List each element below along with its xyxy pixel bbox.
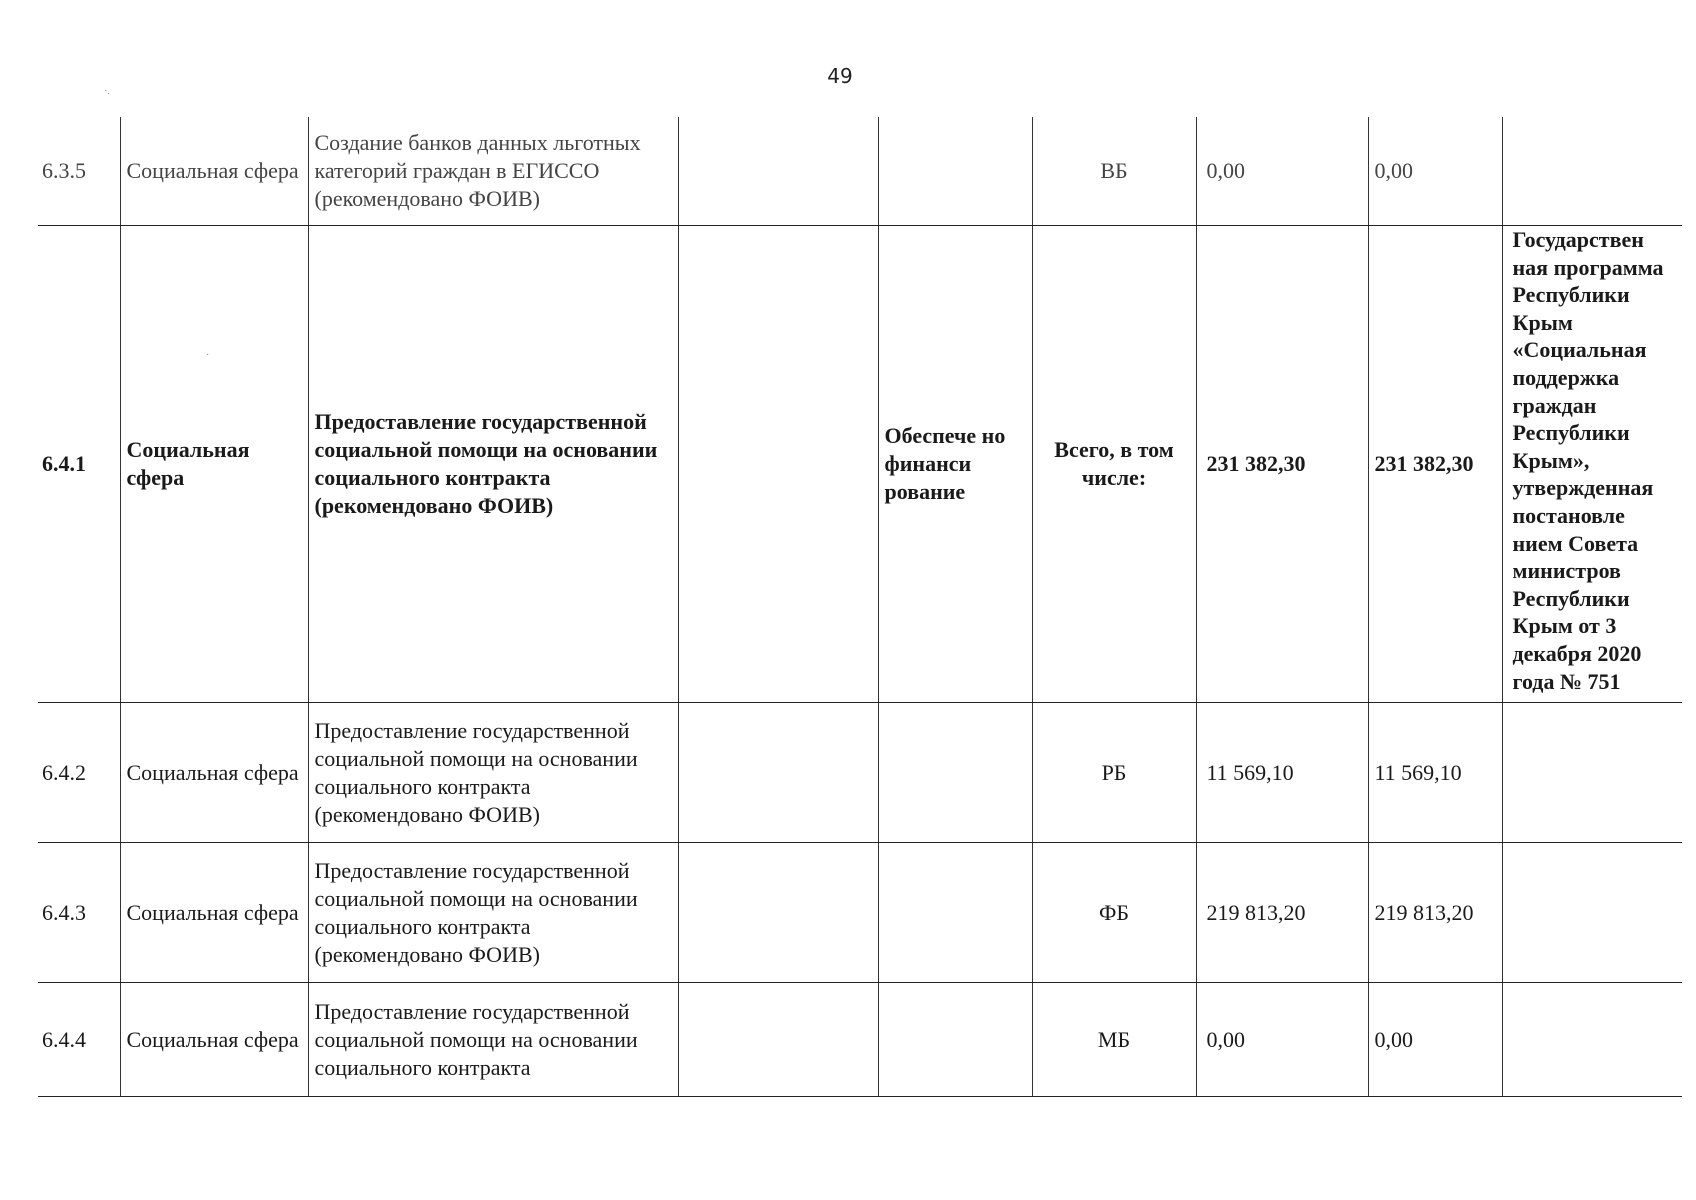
table-row [38, 843, 1682, 983]
type-cell: Обеспече но финанси рование [878, 226, 1032, 703]
note-cell [1502, 983, 1682, 1097]
amount-cell-1: 219 813,20 [1196, 843, 1368, 983]
measure-cell: Создание банков данных льготных категорий граждан в ЕГИССО (рекомендовано ФОИВ) [308, 117, 678, 226]
measure-cell: Предоставление государственной социальной помощи на основании социального контракта (рекомендовано ФОИВ) [308, 703, 678, 843]
row-number: 6.4.3 [38, 843, 120, 983]
sphere-cell: Социальная сфера [120, 843, 308, 983]
amount-cell-1: 11 569,10 [1196, 703, 1368, 843]
scan-speck: ·. [104, 86, 110, 97]
amount-cell-1: 231 382,30 [1196, 226, 1368, 703]
page-number: 49 [827, 64, 853, 88]
empty-cell [678, 703, 878, 843]
row-number: 6.3.5 [38, 117, 120, 226]
amount-cell-2: 0,00 [1368, 983, 1502, 1097]
sphere-cell: Социальная сфера [120, 983, 308, 1097]
type-cell [878, 117, 1032, 226]
note-cell [1502, 117, 1682, 226]
table-row [38, 703, 1682, 843]
amount-cell-1: 0,00 [1196, 983, 1368, 1097]
empty-cell [678, 843, 878, 983]
measure-cell: Предоставление государственной социальной помощи на основании социального контракта [308, 983, 678, 1097]
type-cell [878, 983, 1032, 1097]
funding-source-cell: ФБ [1032, 843, 1196, 983]
empty-cell [678, 226, 878, 703]
funding-source-cell: Всего, в том числе: [1032, 226, 1196, 703]
funding-source-cell: ВБ [1032, 117, 1196, 226]
empty-cell [678, 983, 878, 1097]
amount-cell-2: 0,00 [1368, 117, 1502, 226]
row-number: 6.4.2 [38, 703, 120, 843]
measures-table [38, 117, 1682, 1097]
amount-cell-2: 231 382,30 [1368, 226, 1502, 703]
type-cell [878, 843, 1032, 983]
row-number: 6.4.4 [38, 983, 120, 1097]
table-row [38, 226, 1682, 703]
scan-speck: · [206, 350, 210, 361]
sphere-cell: Социальная сфера [120, 226, 308, 703]
table-row [38, 983, 1682, 1097]
table-row [38, 117, 1682, 226]
note-cell [1502, 843, 1682, 983]
note-cell: Государствен ная программа Республики Крым «Социальная поддержка граждан Республики Крым», утвержденная постановле нием Совета министров Республики Крым от 3 декабря 2020 года № 751 [1502, 226, 1682, 703]
note-cell [1502, 703, 1682, 843]
amount-cell-2: 219 813,20 [1368, 843, 1502, 983]
funding-source-cell: МБ [1032, 983, 1196, 1097]
amount-cell-2: 11 569,10 [1368, 703, 1502, 843]
measure-cell: Предоставление государственной социальной помощи на основании социального контракта (рекомендовано ФОИВ) [308, 226, 678, 703]
measure-cell: Предоставление государственной социальной помощи на основании социального контракта (рекомендовано ФОИВ) [308, 843, 678, 983]
empty-cell [678, 117, 878, 226]
sphere-cell: Социальная сфера [120, 703, 308, 843]
row-number: 6.4.1 [38, 226, 120, 703]
amount-cell-1: 0,00 [1196, 117, 1368, 226]
sphere-cell: Социальная сфера [120, 117, 308, 226]
funding-source-cell: РБ [1032, 703, 1196, 843]
type-cell [878, 703, 1032, 843]
